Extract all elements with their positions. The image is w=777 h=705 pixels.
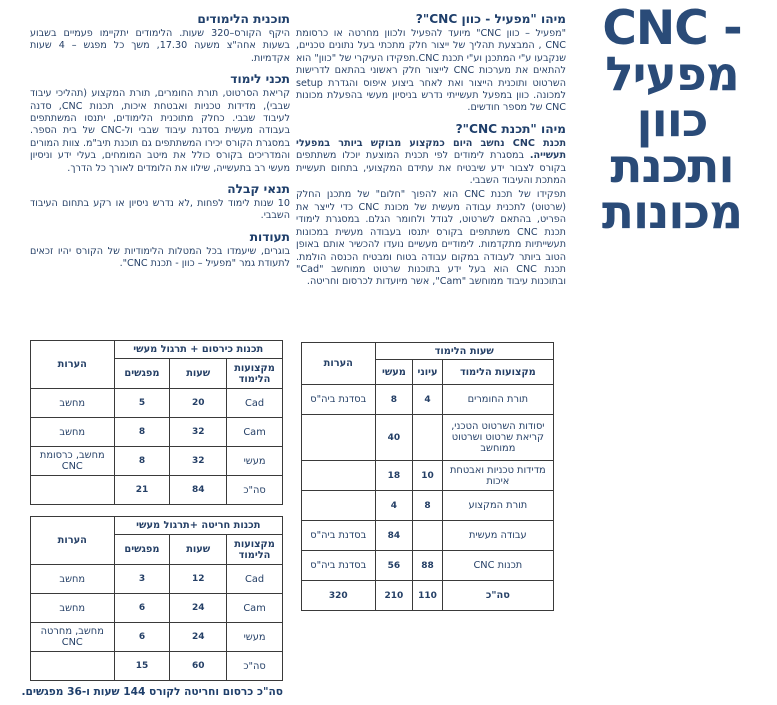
- row-note: מחשב: [31, 565, 115, 594]
- row-practice: 56: [375, 551, 413, 581]
- total-meetings: 21: [114, 476, 170, 505]
- table-row: [302, 521, 554, 551]
- admission-text: 10 שנות לימוד לפחות ,לא נדרש ניסיון או רקע בתחום העיבוד השבבי.: [30, 198, 290, 222]
- table-row: [302, 491, 554, 521]
- row-meetings: 8: [114, 447, 170, 476]
- turning-group-header: תכנות חריטה +תרגול מעשי: [114, 517, 282, 535]
- row-practice: 8: [375, 385, 413, 415]
- title-line-1: CNC -: [602, 1, 742, 56]
- row-theory: [413, 521, 442, 551]
- total-all: 320: [302, 581, 376, 611]
- row-note: בסדנת ביה"ס: [302, 551, 376, 581]
- total-row: [302, 581, 554, 611]
- row-subject: תורת המקצוע: [442, 491, 553, 521]
- row-meetings: 5: [114, 389, 170, 418]
- row-note: מחשב: [31, 594, 115, 623]
- row-note: [302, 461, 376, 491]
- total-note: [31, 476, 115, 505]
- row-meetings: 3: [114, 565, 170, 594]
- row-theory: 10: [413, 461, 442, 491]
- row-theory: 8: [413, 491, 442, 521]
- table-row: [31, 623, 283, 652]
- main-title: [578, 1, 766, 240]
- programmer-text-2: תפקידו של תכנת CNC הוא להפוך "חלום" של מתכנן החלק (שרטוט) לתכנית עבודה מעשית של מכונת CNC כדי לייצר את הפריט, בהתאם לשרטוט, לגודל ולחומר הגלם. במסגרת לימודי תכנת CNC משתתפים בקורס יתנסו בעבודה מעשית במכונות תעשייתיות מתקדמות. לימודיים מעשיים נועדו להכשיר אותם באופן הטוב ביותר לעבודה במקום עבודה בטוח ומבטיח הכנסה הולמת. תכנת CNC הוא בעל ידע בתוכנות שרטוט ממוחשב "Cad" ובתוכנות עיבוד ממוחשב "Cam", אשר מיועדות לכרסום וחריטה.: [296, 189, 566, 288]
- row-note: בסדנת ביה"ס: [302, 385, 376, 415]
- row-note: בסדנת ביה"ס: [302, 521, 376, 551]
- row-practice: 40: [375, 415, 413, 461]
- row-subject: Cad: [227, 565, 283, 594]
- programmer-text: [296, 138, 566, 188]
- hours-notes-header: הערות: [302, 343, 376, 385]
- row-practice: 84: [375, 521, 413, 551]
- turning-subject-header: מקצועות הלימוד: [227, 535, 283, 565]
- content-heading: תכני לימוד: [230, 72, 290, 87]
- programmer-heading: מיהו "תכנת CNC"?: [455, 121, 566, 136]
- row-subject: יסודות השרטוט הטכני, קריאת שרטוט ושרטוט ממוחשב: [442, 415, 553, 461]
- row-note: מחשב: [31, 389, 115, 418]
- programmer-lead: תכנת CNC נחשב היום כמקצוע מבוקש ביותר במפעלי תעשייה.: [296, 137, 566, 162]
- total-label: סה"כ: [227, 652, 283, 681]
- total-row: [31, 476, 283, 505]
- row-hours: 20: [170, 389, 227, 418]
- row-note: מחשב, מחרטה CNC: [31, 623, 115, 652]
- row-meetings: 6: [114, 623, 170, 652]
- certificates-text: בוגרים, שיעמדו בכל המטלות הלימודיות של הקורס יהיו זכאים לתעודת גמר "מפעיל – כוון - תכנת CNC".: [30, 245, 290, 270]
- milling-subject-header: מקצועות הלימוד: [227, 359, 283, 389]
- milling-meetings-header: מפגשים: [114, 359, 170, 389]
- total-hours: 60: [170, 652, 227, 681]
- table-row: [31, 418, 283, 447]
- title-line-3: כוון: [636, 93, 708, 148]
- row-hours: 32: [170, 447, 227, 476]
- table-row: [302, 551, 554, 581]
- row-subject: Cam: [227, 594, 283, 623]
- row-subject: Cam: [227, 418, 283, 447]
- row-practice: 4: [375, 491, 413, 521]
- milling-notes-header: הערות: [31, 341, 115, 389]
- milling-hours-header: שעות: [170, 359, 227, 389]
- total-label: סה"כ: [227, 476, 283, 505]
- turning-table: [30, 516, 283, 681]
- turning-hours-header: שעות: [170, 535, 227, 565]
- content-text: קריאת הסרטוט, תורת החומרים, תורת המקצוע (תהליכי עיבוד שבבי), מדידות טכניות ואבטחת איכות, תכנות CNC, סדנה לעיבוד שבבי. כחלק מתוכנית הלימודים, יתנסו המשתתפים בעבודה מעשית בסדנת עיבוד שבבי ול-CNC של בית הספר. במסגרת הקורס יכירו המשתתפים גם תוכנת תיב"מ. צוות המורים והמדריכים בקורס כולל את מיטב המומחים, בעלי ידע וניסיון מעשי רב בתעשייה, שילוו את הלומדים לאורך כל הדרך.: [30, 88, 290, 174]
- row-note: [302, 491, 376, 521]
- title-line-5: מכונות: [601, 185, 743, 240]
- row-meetings: 8: [114, 418, 170, 447]
- title-line-2: מפעיל: [605, 47, 739, 102]
- table-row: [302, 461, 554, 491]
- table-row: [31, 389, 283, 418]
- table-row: [302, 385, 554, 415]
- hours-subject-header: מקצועות הלימוד: [442, 360, 553, 385]
- row-subject: מעשי: [227, 623, 283, 652]
- total-row: [31, 652, 283, 681]
- operator-heading: מיהו "מפעיל - כוון CNC"?: [415, 12, 566, 26]
- study-hours-table: [301, 342, 554, 611]
- row-subject: עבודה מעשית: [442, 521, 553, 551]
- row-theory: 88: [413, 551, 442, 581]
- total-label: סה"כ: [442, 581, 553, 611]
- hours-group-header: שעות הלימוד: [375, 343, 553, 360]
- admission-heading: תנאי קבלה: [227, 182, 290, 197]
- curriculum-text: היקף הקורס–320 שעות. הלימודים יתקיימו פעמיים בשבוע בשעות אחה"צ משעה 17.30, משך כל מפגש – 4 שעות אקדמיות.: [30, 28, 290, 64]
- row-theory: 4: [413, 385, 442, 415]
- title-line-4: ותכנת: [610, 139, 734, 194]
- table-row: [31, 447, 283, 476]
- programmer-lead-rest: במסגרת לימודים לפי תכנית המוצעת יוכלו משתתפים בקורס לצבור ידע שיבטיח את עתידם המקצועי, בתחום תעשיית המתכת והעיבוד השבבי.: [296, 150, 566, 187]
- total-practice: 210: [375, 581, 413, 611]
- row-theory: [413, 415, 442, 461]
- row-practice: 18: [375, 461, 413, 491]
- hours-theory-header: עיוני: [413, 360, 442, 385]
- row-hours: 24: [170, 623, 227, 652]
- row-note: [302, 415, 376, 461]
- table-row: [31, 565, 283, 594]
- row-subject: מעשי: [227, 447, 283, 476]
- hours-practice-header: מעשי: [375, 360, 413, 385]
- certificates-heading: תעודות: [249, 229, 290, 244]
- total-meetings: 15: [114, 652, 170, 681]
- total-theory: 110: [413, 581, 442, 611]
- table-row: [302, 415, 554, 461]
- row-note: מחשב: [31, 418, 115, 447]
- total-note: [31, 652, 115, 681]
- row-hours: 24: [170, 594, 227, 623]
- milling-table: [30, 340, 283, 505]
- row-meetings: 6: [114, 594, 170, 623]
- turning-notes-header: הערות: [31, 517, 115, 565]
- row-hours: 12: [170, 565, 227, 594]
- row-subject: מדידות טכניות ואבטחת איכות: [442, 461, 553, 491]
- turning-meetings-header: מפגשים: [114, 535, 170, 565]
- curriculum-heading: תוכנית הלימודים: [197, 12, 290, 26]
- row-subject: Cad: [227, 389, 283, 418]
- table-row: [31, 594, 283, 623]
- row-hours: 32: [170, 418, 227, 447]
- row-subject: תכנות CNC: [442, 551, 553, 581]
- milling-group-header: תכנות כירסום + תרגול מעשי: [114, 341, 282, 359]
- footer-note: סה"כ כרסום וחריטה לקורס 144 שעות ו-36 מפגשים.: [21, 686, 283, 698]
- left-column: [30, 12, 290, 278]
- row-note: מחשב, כרסומת CNC: [31, 447, 115, 476]
- row-subject: תורת החומרים: [442, 385, 553, 415]
- operator-text: "מפעיל – כוון CNC" מיועד להפעיל ולכוון מחרטה או כרסומת CNC , המבצעת תהליך של ייצור חלק מתכתי בעל נתונים טכניים, שנקבעו ע"י המתכנן וע"י תכנת CNC.תפקידו העיקרי של "כוון" הוא להתאים את מערכות CNC לייצור חלק ראשוני בהתאם לדרישות השרטוט ותוכנית הייצור ואת לאחר ביצוע איפוס והגדרת setup למכונה. כוון במפעל תעשייתי נדרש בניסיון מעשי בהפעלת מכונות CNC של מספר חודשים.: [296, 28, 566, 114]
- total-hours: 84: [170, 476, 227, 505]
- middle-column: [296, 12, 566, 296]
